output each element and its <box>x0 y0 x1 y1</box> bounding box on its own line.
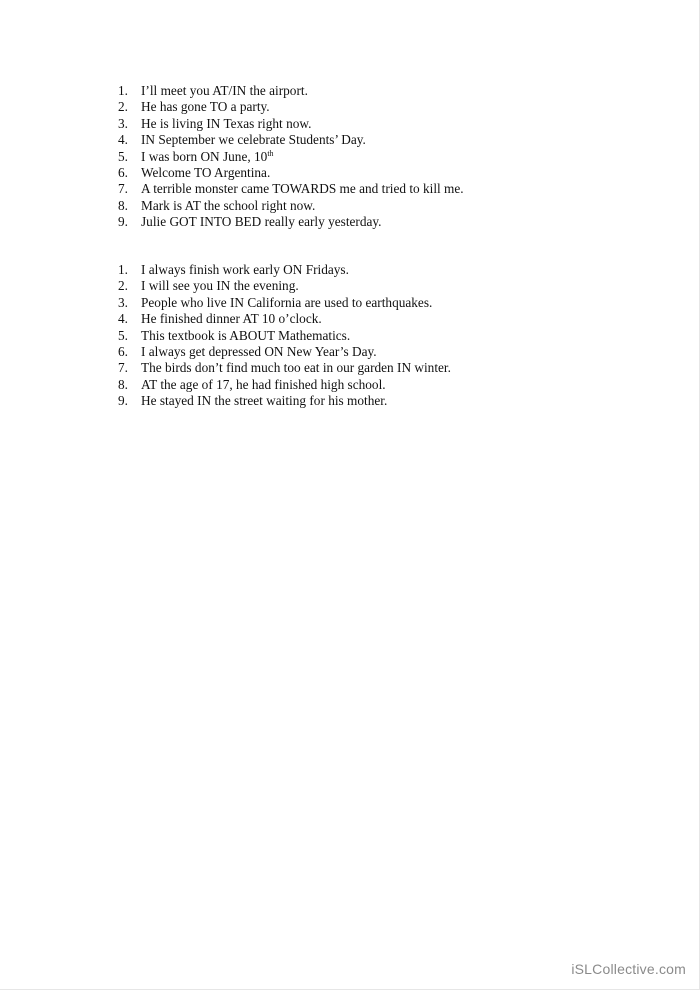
list-item <box>118 165 464 181</box>
item-text <box>141 149 274 165</box>
list-item <box>118 328 451 344</box>
answer-list-2 <box>118 262 451 410</box>
item-text: Welcome TO Argentina. <box>141 165 271 181</box>
list-item <box>118 116 464 132</box>
item-number: 8. <box>118 197 128 213</box>
list-item <box>118 393 451 409</box>
item-number: 1. <box>118 83 128 98</box>
watermark: iSLCollective.com <box>571 961 686 977</box>
item-text: People who live IN California are used to earthquakes. <box>141 294 433 310</box>
item-number: 9. <box>118 393 128 409</box>
item-text: I will see you IN the evening. <box>141 278 299 294</box>
item-text: He has gone TO a party. <box>141 99 270 115</box>
answer-list-1 <box>118 83 464 231</box>
item-text: I always get depressed ON New Year’s Day. <box>141 344 377 360</box>
list-item <box>118 83 464 99</box>
item-number: 6. <box>118 165 128 181</box>
item-text: He is living IN Texas right now. <box>141 115 312 131</box>
list-item <box>118 295 451 311</box>
item-number: 2. <box>118 278 128 294</box>
item-text: He finished dinner AT 10 o’clock. <box>141 311 322 327</box>
item-number: 1. <box>118 262 128 277</box>
list-item <box>118 181 464 197</box>
item-text: This textbook is ABOUT Mathematics. <box>141 327 351 343</box>
list-item <box>118 278 451 294</box>
item-number: 5. <box>118 327 128 343</box>
item-number: 3. <box>118 115 128 131</box>
item-text: Julie GOT INTO BED really early yesterday. <box>141 214 382 230</box>
item-number: 8. <box>118 376 128 392</box>
item-number: 2. <box>118 99 128 115</box>
item-number: 9. <box>118 214 128 230</box>
item-text: The birds don’t find much too eat in our garden IN winter. <box>141 360 451 376</box>
ordinal-suffix: th <box>267 148 274 158</box>
item-text: I’ll meet you AT/IN the airport. <box>141 83 308 98</box>
list-item <box>118 360 451 376</box>
item-number: 7. <box>118 181 128 197</box>
item-number: 7. <box>118 360 128 376</box>
item-number: 4. <box>118 132 128 148</box>
item-text: I always finish work early ON Fridays. <box>141 262 349 277</box>
list-item <box>118 377 451 393</box>
item-number: 4. <box>118 311 128 327</box>
item-text: Mark is AT the school right now. <box>141 197 316 213</box>
item-text: He stayed IN the street waiting for his mother. <box>141 393 388 409</box>
list-item <box>118 262 451 278</box>
list-item <box>118 149 464 165</box>
list-item <box>118 198 464 214</box>
list-item <box>118 344 451 360</box>
item-number: 5. <box>118 148 128 164</box>
item-text: AT the age of 17, he had finished high school. <box>141 376 386 392</box>
item-number: 6. <box>118 344 128 360</box>
list-item <box>118 311 451 327</box>
item-text-main: I was born ON June, 10 <box>141 148 268 164</box>
list-item <box>118 132 464 148</box>
item-text: A terrible monster came TOWARDS me and tried to kill me. <box>141 181 464 197</box>
item-number: 3. <box>118 294 128 310</box>
list-item <box>118 99 464 115</box>
list-item <box>118 214 464 230</box>
item-text: IN September we celebrate Students’ Day. <box>141 132 366 148</box>
